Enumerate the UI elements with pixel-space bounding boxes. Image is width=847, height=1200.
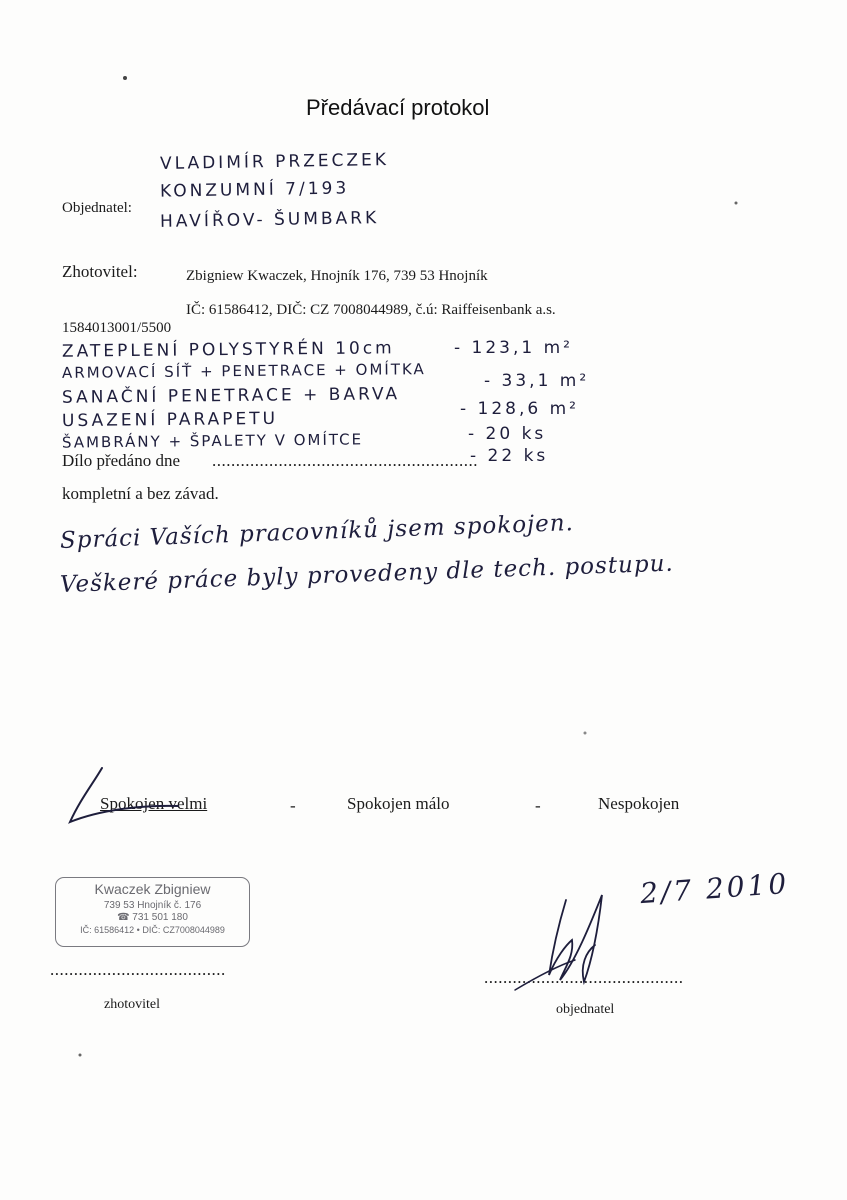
work-item-desc: ŠAMBRÁNY + ŠPALETY V OMÍTCE: [61, 430, 364, 452]
ordering-party-label: Objednatel:: [62, 200, 132, 216]
contractor-label: Zhotovitel:: [62, 262, 138, 281]
ink-speck: [79, 1054, 82, 1057]
contractor-bank-account: 1584013001/5500: [62, 320, 172, 336]
handover-label: Dílo předáno dne: [62, 451, 181, 470]
stamp-name: Kwaczek Zbigniew: [94, 881, 211, 897]
contractor-ids: IČ: 61586412, DIČ: CZ 7008044989, č.ú: Raiffeisenbank a.s.: [186, 302, 556, 318]
work-item-desc: SANAČNÍ PENETRACE + BARVA: [61, 384, 401, 408]
contractor-signature-line: .....................................: [50, 960, 226, 979]
handwritten-note-line: Spráci Vaších pracovníků jsem spokojen.: [59, 510, 575, 554]
stamp-address: 739 53 Hnojník č. 176: [103, 900, 202, 911]
work-item-qty: - 22 ks: [470, 446, 549, 466]
stamp-phone: ☎ 731 501 180: [117, 912, 188, 923]
work-item-qty: - 123,1 m²: [454, 338, 573, 358]
client-signature: [549, 895, 602, 982]
rating-check-mark: [70, 768, 178, 822]
rating-separator: -: [535, 796, 541, 815]
work-item-desc: ARMOVACÍ SÍŤ + PENETRACE + OMÍTKA: [61, 360, 426, 382]
contractor-address: Zbigniew Kwaczek, Hnojník 176, 739 53 Hnojník: [186, 268, 488, 284]
ink-speck: [123, 76, 127, 80]
work-item-qty: - 128,6 m²: [460, 399, 579, 419]
condition-text: kompletní a bez závad.: [62, 484, 219, 503]
work-item-qty: - 33,1 m²: [484, 371, 590, 391]
handover-date-dots: ........................................................: [212, 451, 478, 470]
work-item-qty: - 20 ks: [468, 424, 547, 444]
signature-underline: [515, 960, 575, 990]
contractor-signature-label: zhotovitel: [104, 997, 160, 1012]
ordering-party-city: HAVÍŘOV- ŠUMBARK: [159, 208, 380, 232]
ink-speck: [735, 202, 738, 205]
stamp-ids: IČ: 61586412 • DIČ: CZ7008044989: [80, 925, 225, 935]
rating-option-not-satisfied: Nespokojen: [598, 794, 680, 813]
rating-separator: -: [290, 796, 296, 815]
ordering-party-name: VLADIMÍR PRZECZEK: [159, 150, 390, 174]
ink-speck: [584, 732, 587, 735]
rating-option-very-satisfied: Spokojen velmi: [100, 794, 208, 813]
handwritten-date: 2/7 2010: [639, 866, 791, 911]
handwritten-note-line: Veškeré práce byly provedeny dle tech. postupu.: [59, 550, 675, 598]
work-item-desc: ZATEPLENÍ POLYSTYRÉN 10cm: [61, 338, 395, 362]
ordering-party-street: KONZUMNÍ 7/193: [159, 178, 350, 202]
document-title: Předávací protokol: [306, 95, 490, 120]
work-item-desc: USAZENÍ PARAPETU: [61, 408, 279, 432]
client-signature-label: objednatel: [556, 1002, 615, 1017]
rating-option-little-satisfied: Spokojen málo: [347, 794, 450, 813]
client-signature-line: ..........................................: [484, 968, 684, 987]
